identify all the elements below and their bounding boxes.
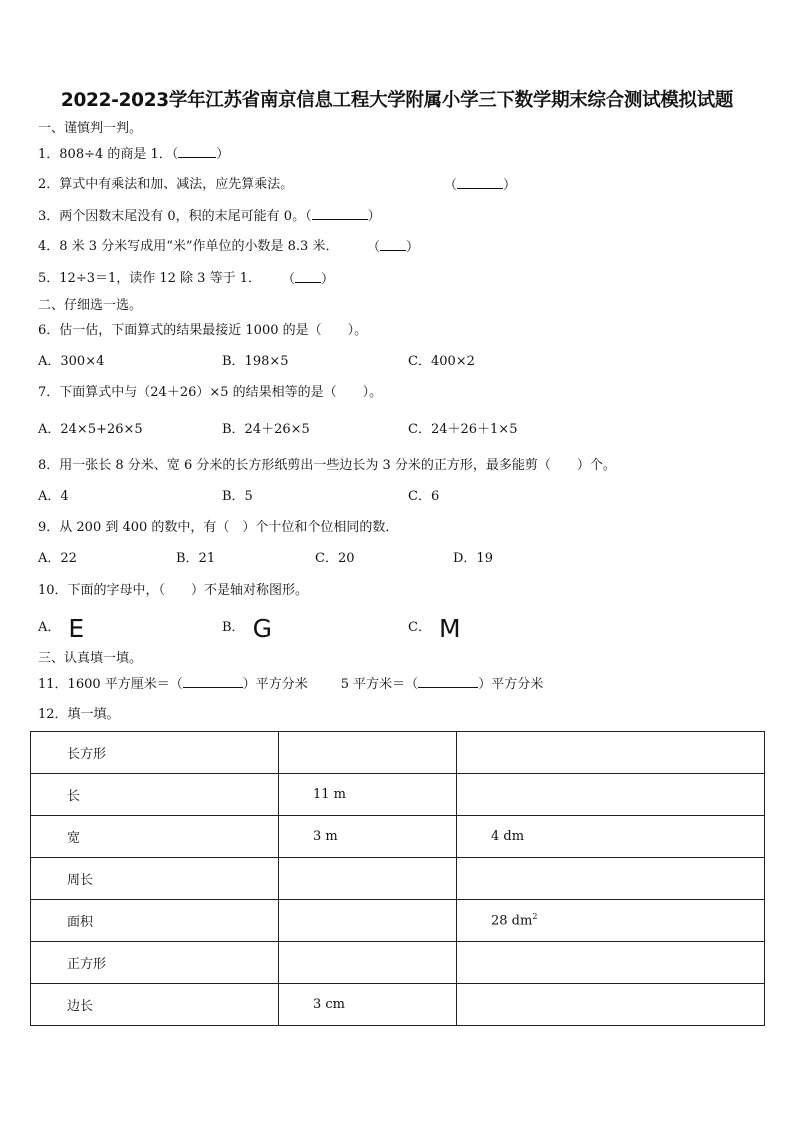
question-1-text: 1．808÷4 的商是 1．（ (38, 147, 179, 162)
answer-blank-11b[interactable] (418, 676, 478, 688)
question-2-paren: （ ） (444, 178, 517, 193)
question-5-text: 5．12÷3＝1，读作 12 除 3 等于 1． (38, 271, 261, 286)
question-5 (38, 271, 261, 287)
answer-blank-5[interactable] (295, 271, 321, 283)
table-cell[interactable] (457, 942, 765, 984)
table-cell[interactable] (279, 858, 457, 900)
question-8-text: 8．用一张长 8 分米、宽 6 分米的长方形纸剪出一些边长为 3 分米的正方形，最多能剪（ ）个。 (38, 458, 616, 473)
question-7-option-b[interactable]: B．24＋26×5 (222, 422, 310, 437)
question-8-option-c[interactable]: C．6 (408, 489, 440, 504)
letter-m: M (438, 614, 461, 643)
question-10-option-c[interactable]: C． M (408, 614, 461, 643)
question-8-option-b[interactable]: B．5 (222, 489, 253, 504)
question-5-paren: （ ） (282, 272, 335, 287)
question-7-option-a[interactable]: A．24×5+26×5 (38, 422, 143, 437)
table-cell: 宽 (31, 816, 279, 858)
page-title: 2022-2023学年江苏省南京信息工程大学附属小学三下数学期末综合测试模拟试题 (60, 90, 734, 111)
answer-blank-4[interactable] (380, 239, 406, 251)
table-row (31, 858, 765, 900)
section-heading-3: 三、认真填一填。 (38, 651, 143, 666)
question-8-option-a[interactable]: A．4 (38, 489, 69, 504)
fill-in-table (30, 731, 765, 1026)
question-6-option-c[interactable]: C．400×2 (408, 354, 475, 369)
table-cell[interactable] (457, 774, 765, 816)
answer-blank-2[interactable] (457, 177, 503, 189)
table-cell: 3 m (279, 816, 457, 858)
table-cell[interactable] (457, 732, 765, 774)
table-cell: 11 m (279, 774, 457, 816)
table-cell: 边长 (31, 984, 279, 1026)
table-row (31, 984, 765, 1026)
question-1: 1．808÷4 的商是 1．（ ） (38, 147, 230, 162)
question-7-option-c[interactable]: C．24＋26＋1×5 (408, 422, 518, 437)
question-11: 11．1600 平方厘米＝（ ）平方分米 5 平方米＝（ ）平方分米 (38, 677, 544, 692)
question-9-option-a[interactable]: A．22 (38, 551, 77, 566)
table-cell: 面积 (31, 900, 279, 942)
table-row (31, 942, 765, 984)
question-10-option-a[interactable]: A． E (38, 614, 85, 643)
question-9-option-d[interactable]: D．19 (453, 551, 493, 566)
table-cell[interactable] (457, 984, 765, 1026)
table-cell-area: 28 $dm^2$ (457, 900, 765, 942)
table-cell: 3 cm (279, 984, 457, 1026)
answer-blank-3[interactable] (312, 208, 368, 220)
table-cell[interactable] (279, 942, 457, 984)
question-4-text: 4．8 米 3 分米写成用“米”作单位的小数是 8.3 米． (38, 239, 339, 254)
section-heading-1: 一、谨慎判一判。 (38, 121, 143, 136)
question-4 (38, 239, 338, 255)
answer-blank-11a[interactable] (183, 676, 243, 688)
question-9-option-b[interactable]: B．21 (176, 551, 216, 566)
question-6-text: 6．估一估，下面算式的结果最接近 1000 的是（ ）。 (38, 323, 368, 338)
table-cell: 长方形 (31, 732, 279, 774)
question-3-text: 3．两个因数末尾没有 0，积的末尾可能有 0。（ (38, 209, 312, 224)
table-cell[interactable] (457, 858, 765, 900)
table-cell: 周长 (31, 858, 279, 900)
question-9-option-c[interactable]: C．20 (315, 551, 355, 566)
answer-blank-1[interactable] (178, 146, 216, 158)
table-row (31, 774, 765, 816)
question-3: 3．两个因数末尾没有 0，积的末尾可能有 0。（ ） (38, 209, 381, 224)
table-cell: 4 dm (457, 816, 765, 858)
section-heading-2: 二、仔细选一选。 (38, 298, 143, 313)
question-2-text: 2．算式中有乘法和加、减法，应先算乘法。 (38, 177, 294, 192)
question-9-text: 9．从 200 到 400 的数中，有（ ）个十位和个位相同的数． (38, 520, 399, 535)
question-10-option-b[interactable]: B． G (222, 614, 272, 643)
question-7-text: 7．下面算式中与（24＋26）×5 的结果相等的是（ ）。 (38, 385, 383, 400)
question-10-text: 10．下面的字母中，（ ）不是轴对称图形。 (38, 583, 309, 598)
table-cell: 长 (31, 774, 279, 816)
question-12-text: 12．填一填。 (38, 707, 120, 722)
table-cell: 正方形 (31, 942, 279, 984)
table-cell[interactable] (279, 732, 457, 774)
letter-g: G (252, 614, 272, 643)
question-4-paren: （ ） (367, 240, 420, 255)
question-6-option-b[interactable]: B．198×5 (222, 354, 289, 369)
table-row (31, 900, 765, 942)
question-2 (38, 177, 293, 193)
table-cell[interactable] (279, 900, 457, 942)
letter-e: E (68, 614, 85, 643)
table-row (31, 732, 765, 774)
table-row (31, 816, 765, 858)
question-6-option-a[interactable]: A．300×4 (38, 354, 105, 369)
